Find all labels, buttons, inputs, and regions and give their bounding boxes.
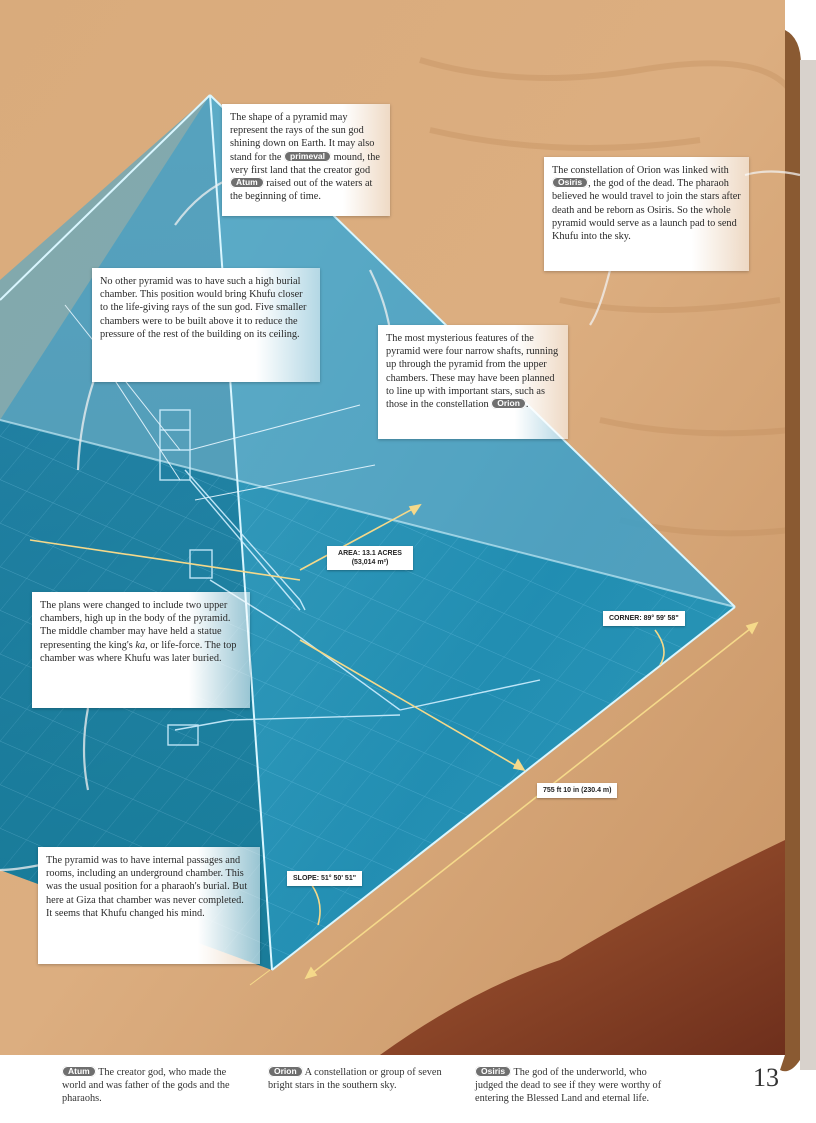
glossary-entry-osiris bbox=[475, 1066, 675, 1105]
area-label-line2: (53,014 m²) bbox=[351, 559, 389, 566]
glossary-term-osiris[interactable]: Osiris bbox=[475, 1066, 511, 1077]
glossary-term-atum[interactable]: Atum bbox=[62, 1066, 96, 1077]
slope-label bbox=[287, 871, 362, 886]
callout-internal-passages bbox=[38, 847, 260, 964]
callout-shafts-text-2: . bbox=[525, 399, 529, 411]
callout-shafts bbox=[378, 325, 568, 439]
corner-label-text: CORNER: 89° 59' 58" bbox=[609, 615, 679, 622]
glossary-tag-osiris[interactable]: Osiris bbox=[552, 177, 588, 188]
callout-orion-text-1: The constellation of Orion was linked with bbox=[552, 165, 729, 176]
page-edge bbox=[800, 60, 816, 1070]
glossary-term-orion[interactable]: Orion bbox=[268, 1066, 303, 1077]
glossary-tag-orion[interactable]: Orion bbox=[491, 398, 526, 409]
callout-sun-rays-text-3: raised out of the waters at the beginning of time. bbox=[230, 178, 373, 203]
callout-sun-rays bbox=[222, 104, 390, 216]
callout-burial-chamber bbox=[92, 268, 320, 382]
glossary-tag-primeval[interactable]: primeval bbox=[284, 151, 331, 162]
callout-shafts-text-1: The most mysterious features of the pyramid were four narrow shafts, running up through the pyramid from the upper chambers. These may have been planned to line up with important stars, such as those in the constellation bbox=[386, 333, 559, 411]
glossary-entry-atum bbox=[62, 1066, 232, 1105]
callout-plans-text-2: , or life-force. The top chamber was where Khufu was later buried. bbox=[40, 639, 237, 664]
page-number: 13 bbox=[753, 1063, 779, 1092]
glossary-def-orion: A constellation or group of seven bright stars in the southern sky. bbox=[268, 1067, 442, 1091]
callout-orion-constellation bbox=[544, 157, 749, 271]
area-label-line1: AREA: 13.1 ACRES bbox=[338, 550, 402, 557]
callout-orion-text-2: , the god of the dead. The pharaoh believed he would travel to join the stars after death and be reborn as Osiris. So the whole pyramid would serve as a launch pad to send Khufu into the sky. bbox=[552, 178, 741, 243]
area-label bbox=[327, 546, 413, 570]
slope-label-text: SLOPE: 51° 50' 51" bbox=[293, 875, 357, 882]
callout-sun-rays-text-1: The shape of a pyramid may represent the rays of the sun god shining down on Earth. It may also stand for the bbox=[230, 112, 375, 163]
glossary-tag-atum[interactable]: Atum bbox=[230, 177, 264, 188]
corner-label bbox=[603, 611, 685, 626]
side-length-label bbox=[537, 783, 617, 798]
callout-sun-rays-text-2: mound, the very first land that the creator god bbox=[230, 151, 380, 176]
callout-plans-text-1: The plans were changed to include two upper chambers, high up in the body of the pyramid. The middle chamber may have held a statue representing the king's bbox=[40, 600, 231, 651]
side-length-label-text: 755 ft 10 in (230.4 m) bbox=[543, 787, 612, 794]
callout-internal-passages-text: The pyramid was to have internal passages and rooms, including an underground chamber. This was the usual position for a pharaoh's burial. But here at Giza that chamber was never completed. It seems that Khufu changed his mind. bbox=[46, 855, 248, 919]
glossary-def-osiris: The god of the underworld, who judged the dead to see if they were worthy of entering the Blessed Land and eternal life. bbox=[475, 1067, 662, 1104]
glossary-entry-orion bbox=[268, 1066, 443, 1092]
callout-burial-chamber-text: No other pyramid was to have such a high burial chamber. This position would bring Khufu closer to the life-giving rays of the sun god. Five smaller chambers were to be built above it to reduce the pressure of the rest of the building on its ceiling. bbox=[100, 276, 307, 340]
callout-plans-changed bbox=[32, 592, 250, 708]
callout-plans-italic: ka bbox=[135, 639, 146, 651]
glossary-def-atum: The creator god, who made the world and was father of the gods and the pharaohs. bbox=[62, 1067, 230, 1104]
